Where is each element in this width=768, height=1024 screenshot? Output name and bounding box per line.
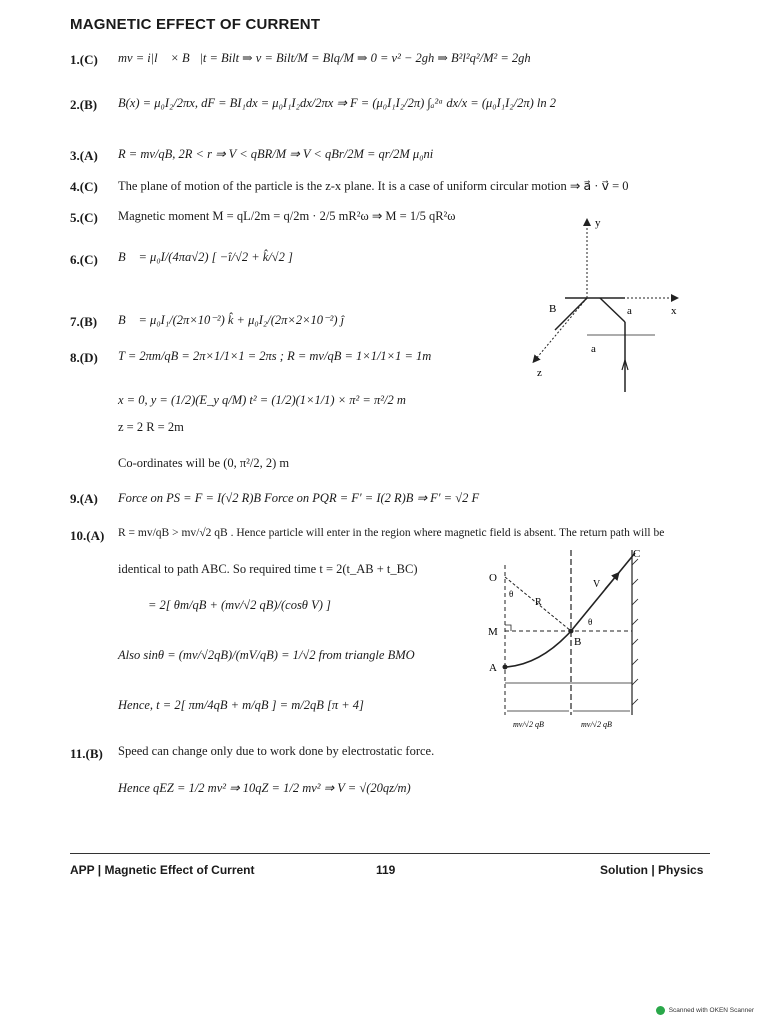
solution-line: R = mv/qB, 2R < r ⇒ V < qBR/M ⇒ V < qBr/2M = qr/2M μ₀ni: [118, 147, 434, 161]
solution-line: Hence qEZ = 1/2 mv² ⇒ 10qZ = 1/2 mv² ⇒ V = √(20qz/m): [118, 781, 411, 795]
wall-hatching: [632, 559, 638, 705]
solution-line: The plane of motion of the particle is the z-x plane. It is a case of uniform circular motion ⇒ a⃗ · v⃗ = 0: [118, 179, 629, 193]
radius-label: R: [535, 597, 542, 608]
answer-number: 6.(C): [70, 252, 98, 267]
solution-line: identical to path ABC. So required time t = 2(t_AB + t_BC): [118, 562, 418, 576]
page-title: MAGNETIC EFFECT OF CURRENT: [70, 16, 321, 33]
point-b: [569, 629, 574, 634]
point-a: [503, 665, 508, 670]
dimension-label: mv/√2 qB: [581, 720, 612, 729]
line-bc: [571, 553, 635, 631]
page-number: 119: [376, 863, 396, 877]
point-m-label: M: [488, 626, 498, 638]
answer-number: 10.(A): [70, 528, 105, 543]
answer-number: 7.(B): [70, 314, 98, 329]
scanner-logo-icon: [656, 1006, 665, 1015]
answer-number: 1.(C): [70, 52, 98, 67]
solution-line: Magnetic moment M = qL/2m = q/2m · 2/5 mR²ω ⇒ M = 1/5 qR²ω: [118, 209, 456, 223]
solution-line: B(x) = μ₀I₂/2πx, dF = BI₁dx = μ₀I₁I₂dx/2πx ⇒ F = (μ₀I₁I₂/2π) ∫ₐ²ᵃ dx/x = (μ₀I₁I₂/2π) ln 2: [118, 96, 556, 110]
answer-number: 2.(B): [70, 97, 98, 112]
wire-segment: [555, 298, 587, 330]
velocity-arrow: [605, 575, 617, 589]
z-axis-label: z: [537, 367, 542, 379]
point-o-label: O: [489, 572, 497, 584]
scanner-text: Scanned with OKEN Scanner: [668, 1007, 754, 1014]
solution-line: B⃗ = μ₀I/(4πa√2) [ −î/√2 + k̂/√2 ]: [118, 250, 293, 264]
solution-line: mv = i|l⃗ × B⃗|t = Bilt ⇒ v = Bilt/M = Blq/M ⇒ 0 = v² − 2gh ⇒ B²l²q²/M² = 2gh: [118, 51, 531, 65]
axes-diagram: [525, 210, 700, 400]
solution-line: x = 0, y = (1/2)(E_y q/M) t² = (1/2)(1×1/1) × π² = π²/2 m: [118, 393, 406, 407]
solution-line: Speed can change only due to work done by electrostatic force.: [118, 744, 435, 758]
solution-line: Force on PS = F = I(√2 R)B Force on PQR = F′ = I(2 R)B ⇒ F′ = √2 F: [118, 491, 480, 505]
solution-line: T = 2πm/qB = 2π×1/1×1 = 2πs ; R = mv/qB = 1×1/1×1 = 1m: [118, 349, 432, 363]
length-a-label: a: [591, 343, 596, 355]
solution-line: B⃗ = μ₀I₁/(2π×10⁻²) k̂ + μ₀I₂/(2π×2×10⁻²) ĵ: [118, 313, 345, 327]
point-b-label: B: [574, 636, 582, 648]
scanner-watermark: [656, 1006, 754, 1015]
point-c-label: C: [633, 548, 641, 560]
footer-right: Solution | Physics: [600, 863, 704, 877]
x-axis-label: x: [671, 305, 677, 317]
angle-label: θ: [588, 617, 593, 627]
point-a-label: A: [489, 662, 497, 674]
solution-line: R = mv/qB > mv/√2 qB . Hence particle will enter in the region where magnetic field is absent. The return path will be: [118, 527, 665, 539]
answer-number: 11.(B): [70, 746, 103, 761]
wire-segment: [600, 298, 625, 322]
footer-left: APP | Magnetic Effect of Current: [70, 863, 255, 877]
y-axis-label: y: [595, 217, 601, 229]
answer-number: 5.(C): [70, 210, 98, 225]
dimension-label: mv/√2 qB: [513, 720, 544, 729]
solution-line: z = 2 R = 2m: [118, 420, 184, 434]
arc-ab: [505, 631, 571, 667]
right-angle-mark: [505, 625, 511, 631]
velocity-label: V: [593, 579, 601, 590]
answer-number: 3.(A): [70, 148, 98, 163]
z-axis: [535, 298, 587, 360]
answer-number: 4.(C): [70, 179, 98, 194]
solution-line: Hence, t = 2[ πm/4qB + m/qB ] = m/2qB [π + 4]: [118, 698, 364, 712]
answer-number: 9.(A): [70, 491, 98, 506]
angle-label: θ: [509, 589, 514, 599]
solution-line: Also sinθ = (mv/√2qB)/(mV/qB) = 1/√2 from triangle BMO: [118, 648, 415, 662]
length-a-label: a: [627, 305, 632, 317]
solution-line: = 2[ θm/qB + (mv/√2 qB)/(cosθ V) ]: [148, 598, 331, 612]
path-diagram: [485, 545, 665, 745]
point-b-label: B: [549, 303, 557, 315]
solution-line: Co-ordinates will be (0, π²/2, 2) m: [118, 456, 290, 470]
answer-number: 8.(D): [70, 350, 98, 365]
footer-divider: [70, 853, 710, 854]
